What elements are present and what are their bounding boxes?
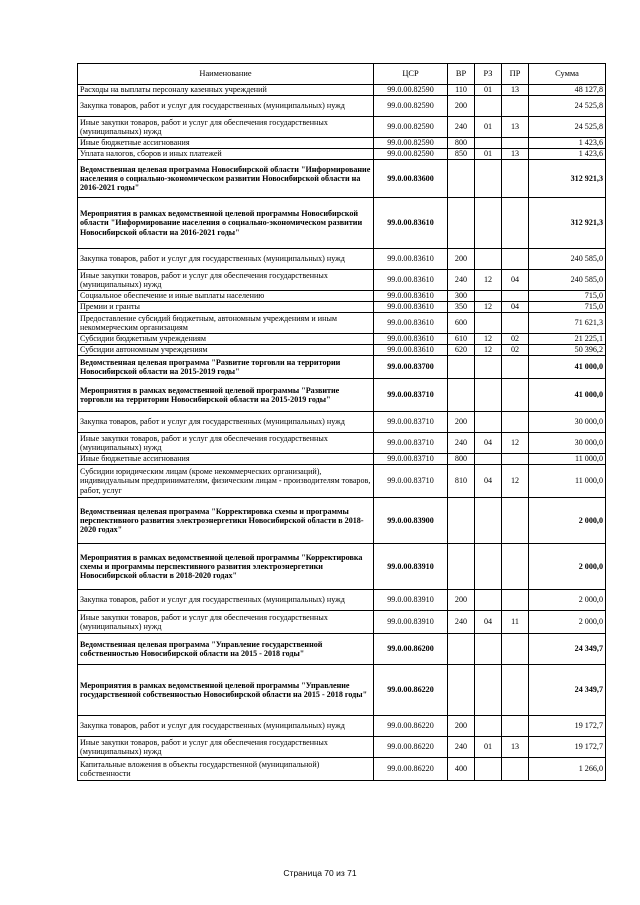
row-sum: 2 000,0 (529, 498, 606, 544)
row-csr: 99.0.00.86220 (374, 737, 448, 758)
row-sum: 19 172,7 (529, 737, 606, 758)
row-pr (502, 498, 529, 544)
row-name: Социальное обеспечение и иные выплаты населению (78, 291, 374, 302)
row-rz: 12 (475, 270, 502, 291)
row-pr (502, 665, 529, 716)
row-csr: 99.0.00.83710 (374, 465, 448, 498)
row-name: Субсидии юридическим лицам (кроме некоммерческих организаций), индивидуальным предпринимателям, физическим лицам - производителям товаров, работ, услуг (78, 465, 374, 498)
row-sum: 30 000,0 (529, 433, 606, 454)
row-sum: 312 921,3 (529, 198, 606, 249)
table-row (78, 379, 606, 412)
row-name: Субсидии бюджетным учреждениям (78, 334, 374, 345)
row-vr: 200 (448, 716, 475, 737)
row-rz: 01 (475, 149, 502, 160)
row-name: Иные бюджетные ассигнования (78, 454, 374, 465)
row-csr: 99.0.00.83710 (374, 412, 448, 433)
row-vr: 200 (448, 96, 475, 117)
row-vr: 240 (448, 737, 475, 758)
row-pr: 13 (502, 117, 529, 138)
row-sum: 48 127,8 (529, 85, 606, 96)
row-vr: 810 (448, 465, 475, 498)
row-sum: 1 423,6 (529, 149, 606, 160)
row-csr: 99.0.00.82590 (374, 117, 448, 138)
row-rz (475, 249, 502, 270)
row-vr: 240 (448, 611, 475, 634)
row-sum: 41 000,0 (529, 356, 606, 379)
row-vr (448, 634, 475, 665)
row-rz (475, 356, 502, 379)
header-pr: ПР (502, 64, 529, 85)
row-sum: 21 225,1 (529, 334, 606, 345)
row-pr: 04 (502, 302, 529, 313)
row-rz (475, 665, 502, 716)
row-rz (475, 498, 502, 544)
row-vr: 850 (448, 149, 475, 160)
table-row (78, 149, 606, 160)
table-row (78, 590, 606, 611)
row-sum: 11 000,0 (529, 465, 606, 498)
row-sum: 71 621,3 (529, 313, 606, 334)
row-rz (475, 138, 502, 149)
row-vr (448, 356, 475, 379)
row-csr: 99.0.00.83700 (374, 356, 448, 379)
row-name: Иные закупки товаров, работ и услуг для обеспечения государственных (муниципальных) нужд (78, 270, 374, 291)
row-vr: 240 (448, 433, 475, 454)
row-vr: 350 (448, 302, 475, 313)
row-name: Ведомственная целевая программа "Управление государственной собственностью Новосибирской области на 2015 - 2018 годы" (78, 634, 374, 665)
row-rz: 12 (475, 302, 502, 313)
row-rz (475, 291, 502, 302)
row-rz: 04 (475, 433, 502, 454)
table-row (78, 737, 606, 758)
row-pr (502, 454, 529, 465)
row-vr (448, 498, 475, 544)
row-csr: 99.0.00.83610 (374, 291, 448, 302)
row-pr (502, 634, 529, 665)
row-rz (475, 590, 502, 611)
row-csr: 99.0.00.82590 (374, 96, 448, 117)
row-vr (448, 665, 475, 716)
row-name: Расходы на выплаты персоналу казенных учреждений (78, 85, 374, 96)
row-vr: 200 (448, 590, 475, 611)
table-row (78, 291, 606, 302)
row-name: Мероприятия в рамках ведомственной целевой программы "Развитие торговли на территории Новосибирской области на 2015-2019 годы" (78, 379, 374, 412)
row-sum: 1 266,0 (529, 758, 606, 781)
row-name: Ведомственная целевая программа "Корректировка схемы и программы перспективного развития электроэнергетики Новосибирской области в 2018-2020 годах" (78, 498, 374, 544)
row-pr (502, 160, 529, 198)
row-pr: 12 (502, 465, 529, 498)
row-csr: 99.0.00.86200 (374, 634, 448, 665)
row-rz (475, 544, 502, 590)
row-csr: 99.0.00.83610 (374, 249, 448, 270)
page-number: Страница 70 из 71 (283, 868, 357, 878)
row-sum: 312 921,3 (529, 160, 606, 198)
table-row (78, 454, 606, 465)
row-csr: 99.0.00.83910 (374, 544, 448, 590)
header-rz: РЗ (475, 64, 502, 85)
row-sum: 41 000,0 (529, 379, 606, 412)
row-sum: 715,0 (529, 302, 606, 313)
row-csr: 99.0.00.83610 (374, 302, 448, 313)
table-row (78, 611, 606, 634)
table-row (78, 716, 606, 737)
row-rz (475, 454, 502, 465)
row-name: Иные закупки товаров, работ и услуг для обеспечения государственных (муниципальных) нужд (78, 611, 374, 634)
row-rz (475, 716, 502, 737)
row-sum: 11 000,0 (529, 454, 606, 465)
row-pr: 04 (502, 270, 529, 291)
row-name: Ведомственная целевая программа Новосибирской области "Информирование населения о социально-экономическом развитии Новосибирской области на 2016-2021 годы" (78, 160, 374, 198)
row-pr (502, 412, 529, 433)
row-pr (502, 198, 529, 249)
table-row (78, 544, 606, 590)
row-pr (502, 758, 529, 781)
row-sum: 24 349,7 (529, 665, 606, 716)
table-row (78, 465, 606, 498)
row-vr: 300 (448, 291, 475, 302)
table-row (78, 634, 606, 665)
table-row (78, 198, 606, 249)
row-name: Мероприятия в рамках ведомственной целевой программы Новосибирской области "Информирование населения о социально-экономическом развитии Новосибирской области на 2016-2021 годы" (78, 198, 374, 249)
row-csr: 99.0.00.83910 (374, 590, 448, 611)
row-rz (475, 758, 502, 781)
row-sum: 2 000,0 (529, 611, 606, 634)
row-sum: 715,0 (529, 291, 606, 302)
row-rz (475, 96, 502, 117)
row-sum: 240 585,0 (529, 249, 606, 270)
row-rz (475, 634, 502, 665)
row-csr: 99.0.00.83910 (374, 611, 448, 634)
row-vr: 610 (448, 334, 475, 345)
header-name: Наименование (78, 64, 374, 85)
table-row (78, 96, 606, 117)
budget-table (77, 63, 606, 781)
table-header-row (78, 64, 606, 85)
row-rz (475, 313, 502, 334)
row-csr: 99.0.00.82590 (374, 85, 448, 96)
row-rz: 12 (475, 345, 502, 356)
row-vr: 200 (448, 249, 475, 270)
row-name: Ведомственная целевая программа "Развитие торговли на территории Новосибирской области на 2015-2019 годы" (78, 356, 374, 379)
row-sum: 24 349,7 (529, 634, 606, 665)
row-sum: 2 000,0 (529, 590, 606, 611)
row-pr: 12 (502, 433, 529, 454)
row-pr: 02 (502, 345, 529, 356)
row-vr: 200 (448, 412, 475, 433)
row-csr: 99.0.00.83710 (374, 454, 448, 465)
row-name: Уплата налогов, сборов и иных платежей (78, 149, 374, 160)
table-row (78, 117, 606, 138)
table-row (78, 356, 606, 379)
row-pr (502, 544, 529, 590)
table-row (78, 249, 606, 270)
row-sum: 2 000,0 (529, 544, 606, 590)
row-pr (502, 313, 529, 334)
row-sum: 19 172,7 (529, 716, 606, 737)
row-csr: 99.0.00.83900 (374, 498, 448, 544)
row-rz (475, 379, 502, 412)
table-row (78, 498, 606, 544)
table-row (78, 758, 606, 781)
table-row (78, 160, 606, 198)
row-vr: 600 (448, 313, 475, 334)
row-name: Закупка товаров, работ и услуг для государственных (муниципальных) нужд (78, 96, 374, 117)
row-pr (502, 291, 529, 302)
table-row (78, 313, 606, 334)
row-pr (502, 249, 529, 270)
table-row (78, 345, 606, 356)
row-vr (448, 198, 475, 249)
row-csr: 99.0.00.83710 (374, 433, 448, 454)
row-rz: 04 (475, 465, 502, 498)
row-csr: 99.0.00.86220 (374, 716, 448, 737)
row-csr: 99.0.00.83710 (374, 379, 448, 412)
row-pr (502, 590, 529, 611)
row-pr: 13 (502, 149, 529, 160)
row-rz (475, 160, 502, 198)
header-csr: ЦСР (374, 64, 448, 85)
row-name: Закупка товаров, работ и услуг для государственных (муниципальных) нужд (78, 249, 374, 270)
table-row (78, 302, 606, 313)
header-vr: ВР (448, 64, 475, 85)
row-sum: 240 585,0 (529, 270, 606, 291)
row-rz: 01 (475, 85, 502, 96)
row-name: Премии и гранты (78, 302, 374, 313)
row-csr: 99.0.00.86220 (374, 665, 448, 716)
row-vr: 400 (448, 758, 475, 781)
row-name: Иные закупки товаров, работ и услуг для обеспечения государственных (муниципальных) нужд (78, 433, 374, 454)
row-vr (448, 379, 475, 412)
table-row (78, 665, 606, 716)
row-name: Иные бюджетные ассигнования (78, 138, 374, 149)
row-pr (502, 379, 529, 412)
table-row (78, 412, 606, 433)
row-name: Закупка товаров, работ и услуг для государственных (муниципальных) нужд (78, 412, 374, 433)
row-csr: 99.0.00.83610 (374, 270, 448, 291)
row-name: Субсидии автономным учреждениям (78, 345, 374, 356)
row-pr: 02 (502, 334, 529, 345)
row-rz: 04 (475, 611, 502, 634)
row-pr: 13 (502, 85, 529, 96)
row-name: Предоставление субсидий бюджетным, автономным учреждениям и иным некоммерческим организациям (78, 313, 374, 334)
row-pr: 13 (502, 737, 529, 758)
row-vr (448, 544, 475, 590)
row-pr (502, 716, 529, 737)
table-row (78, 433, 606, 454)
row-vr: 800 (448, 454, 475, 465)
row-name: Иные закупки товаров, работ и услуг для обеспечения государственных (муниципальных) нужд (78, 737, 374, 758)
table-row (78, 334, 606, 345)
row-vr: 240 (448, 117, 475, 138)
row-rz: 01 (475, 117, 502, 138)
row-csr: 99.0.00.83610 (374, 345, 448, 356)
table-row (78, 138, 606, 149)
row-name: Закупка товаров, работ и услуг для государственных (муниципальных) нужд (78, 716, 374, 737)
row-csr: 99.0.00.82590 (374, 138, 448, 149)
row-rz (475, 412, 502, 433)
row-pr (502, 96, 529, 117)
row-vr: 240 (448, 270, 475, 291)
row-vr (448, 160, 475, 198)
row-rz: 01 (475, 737, 502, 758)
row-name: Закупка товаров, работ и услуг для государственных (муниципальных) нужд (78, 590, 374, 611)
row-vr: 110 (448, 85, 475, 96)
row-rz (475, 198, 502, 249)
row-csr: 99.0.00.86220 (374, 758, 448, 781)
row-sum: 50 396,2 (529, 345, 606, 356)
row-name: Мероприятия в рамках ведомственной целевой программы "Управление государственной собственностью Новосибирской области на 2015 - 2018 годы" (78, 665, 374, 716)
row-rz: 12 (475, 334, 502, 345)
header-sum: Сумма (529, 64, 606, 85)
row-csr: 99.0.00.83600 (374, 160, 448, 198)
row-pr: 11 (502, 611, 529, 634)
row-sum: 30 000,0 (529, 412, 606, 433)
row-csr: 99.0.00.82590 (374, 149, 448, 160)
row-sum: 1 423,6 (529, 138, 606, 149)
row-sum: 24 525,8 (529, 117, 606, 138)
row-csr: 99.0.00.83610 (374, 334, 448, 345)
row-name: Мероприятия в рамках ведомственной целевой программы "Корректировка схемы и программы перспективного развития электроэнергетики Новосибирской области в 2018-2020 годах" (78, 544, 374, 590)
row-vr: 800 (448, 138, 475, 149)
table-row (78, 270, 606, 291)
row-csr: 99.0.00.83610 (374, 313, 448, 334)
table-row (78, 85, 606, 96)
row-sum: 24 525,8 (529, 96, 606, 117)
row-pr (502, 138, 529, 149)
row-pr (502, 356, 529, 379)
row-name: Капитальные вложения в объекты государственной (муниципальной) собственности (78, 758, 374, 781)
row-name: Иные закупки товаров, работ и услуг для обеспечения государственных (муниципальных) нужд (78, 117, 374, 138)
row-csr: 99.0.00.83610 (374, 198, 448, 249)
row-vr: 620 (448, 345, 475, 356)
